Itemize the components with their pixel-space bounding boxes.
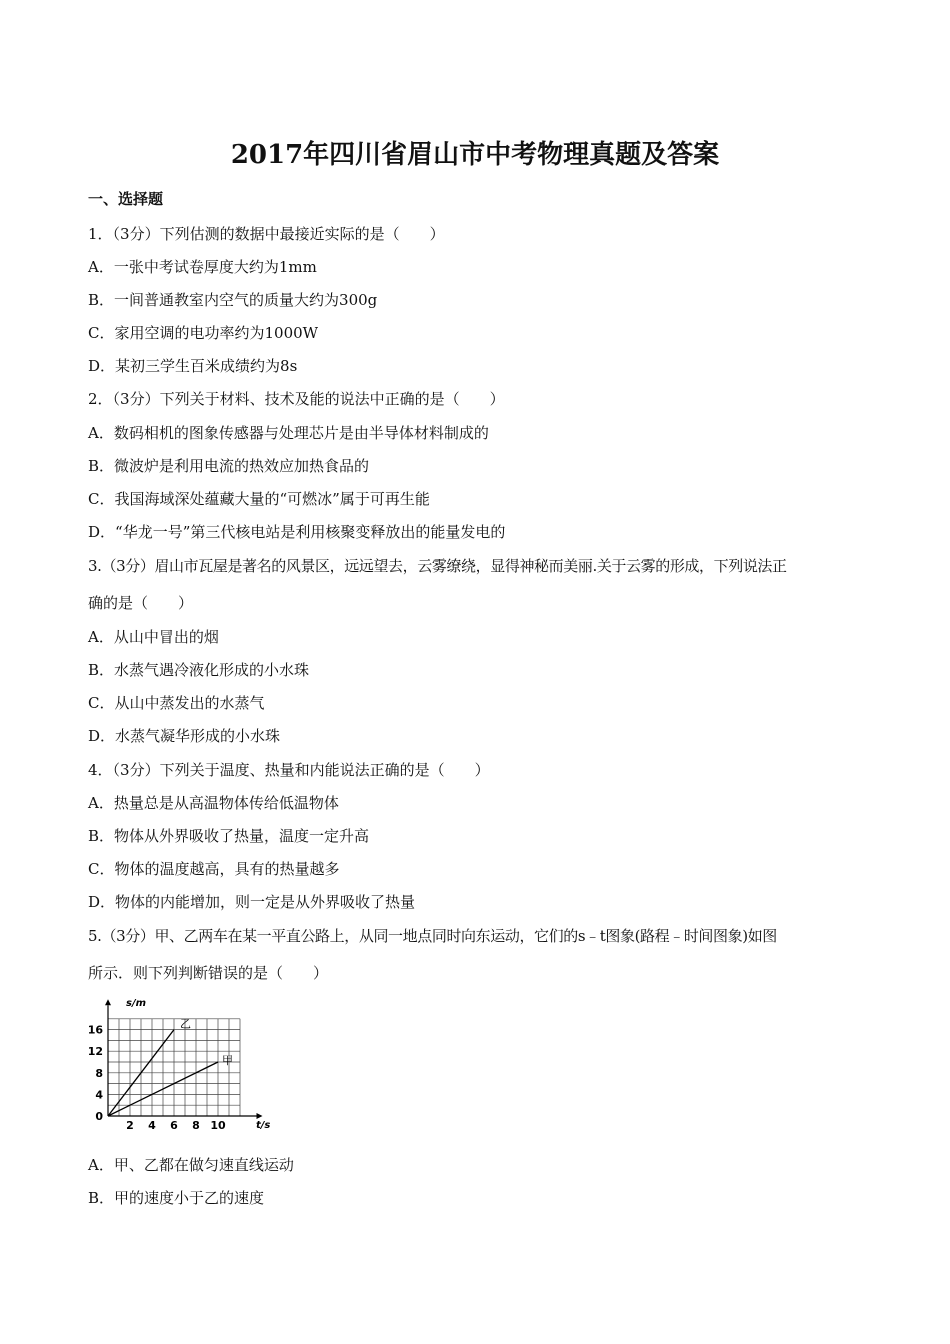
y-axis-arrow — [105, 999, 111, 1005]
q5-option-b: B．甲的速度小于乙的速度 — [88, 1189, 265, 1207]
x-axis-arrow — [257, 1113, 263, 1119]
q4-option-b: B．物体从外界吸收了热量，温度一定升高 — [88, 827, 370, 845]
x-axis-label: t/s — [256, 1120, 271, 1131]
q3-option-c: C．从山中蒸发出的水蒸气 — [88, 694, 265, 712]
q4-stem: 4．（3分）下列关于温度、热量和内能说法正确的是（ ） — [88, 761, 490, 779]
q1-option-d: D．某初三学生百米成绩约为8s — [88, 357, 298, 375]
section-heading: 一、选择题 — [88, 190, 164, 208]
q1-option-c: C．家用空调的电功率约为1000W — [88, 324, 319, 342]
y-tick-label: 16 — [87, 1023, 103, 1037]
q5-stem-line2: 所示．则下列判断错误的是（ ） — [88, 964, 329, 982]
x-tick-label: 6 — [170, 1119, 178, 1132]
y-tick-label: 12 — [87, 1045, 103, 1059]
q2-option-b: B．微波炉是利用电流的热效应加热食品的 — [88, 457, 370, 475]
q2-option-a: A．数码相机的图象传感器与处理芯片是由半导体材料制成的 — [88, 424, 489, 442]
q2-option-c: C．我国海域深处蕴藏大量的“可燃冰”属于可再生能 — [88, 490, 430, 508]
page-title: 2017年四川省眉山市中考物理真题及答案 — [230, 140, 720, 170]
series-label-yi: 乙 — [180, 1017, 191, 1031]
q5-stem-line1: 5.（3分）甲、乙两车在某一平直公路上，从同一地点同时向东运动，它们的s﹣t图象(路程﹣时间图象)如图 — [88, 927, 777, 945]
x-tick-label: 4 — [148, 1119, 156, 1132]
q1-option-b: B．一间普通教室内空气的质量大约为300g — [88, 291, 378, 309]
y-axis-label: s/m — [126, 998, 147, 1009]
q1-stem: 1．（3分）下列估测的数据中最接近实际的是（ ） — [88, 225, 445, 243]
chart-series — [108, 1018, 233, 1116]
q3-option-a: A．从山中冒出的烟 — [88, 628, 219, 646]
y-tick-label: 0 — [95, 1110, 103, 1123]
series-label-jia: 甲 — [222, 1054, 233, 1067]
q4-option-c: C．物体的温度越高，具有的热量越多 — [88, 860, 340, 878]
y-tick-label: 4 — [95, 1088, 103, 1102]
y-tick-label: 8 — [95, 1066, 103, 1080]
q4-option-d: D．物体的内能增加，则一定是从外界吸收了热量 — [88, 893, 416, 911]
q2-option-d: D．“华龙一号”第三代核电站是利用核聚变释放出的能量发电的 — [88, 523, 506, 541]
q4-option-a: A．热量总是从高温物体传给低温物体 — [88, 794, 339, 812]
x-tick-label: 2 — [126, 1119, 134, 1132]
q2-stem: 2．（3分）下列关于材料、技术及能的说法中正确的是（ ） — [88, 390, 505, 408]
s-t-graph — [86, 996, 286, 1136]
x-tick-label: 8 — [192, 1119, 200, 1132]
q3-stem-line1: 3.（3分）眉山市瓦屋是著名的风景区，远远望去，云雾缭绕，显得神秘而美丽.关于云雾的形成，下列说法正 — [88, 557, 787, 575]
x-tick-label: 10 — [210, 1119, 226, 1132]
q5-option-a: A．甲、乙都在做匀速直线运动 — [88, 1156, 294, 1174]
q3-option-d: D．水蒸气凝华形成的小水珠 — [88, 727, 281, 745]
q1-option-a: A．一张中考试卷厚度大约为1mm — [88, 258, 317, 276]
q3-stem-line2: 确的是（ ） — [88, 594, 194, 612]
chart-grid — [108, 1019, 240, 1116]
q3-option-b: B．水蒸气遇冷液化形成的小水珠 — [88, 661, 310, 679]
